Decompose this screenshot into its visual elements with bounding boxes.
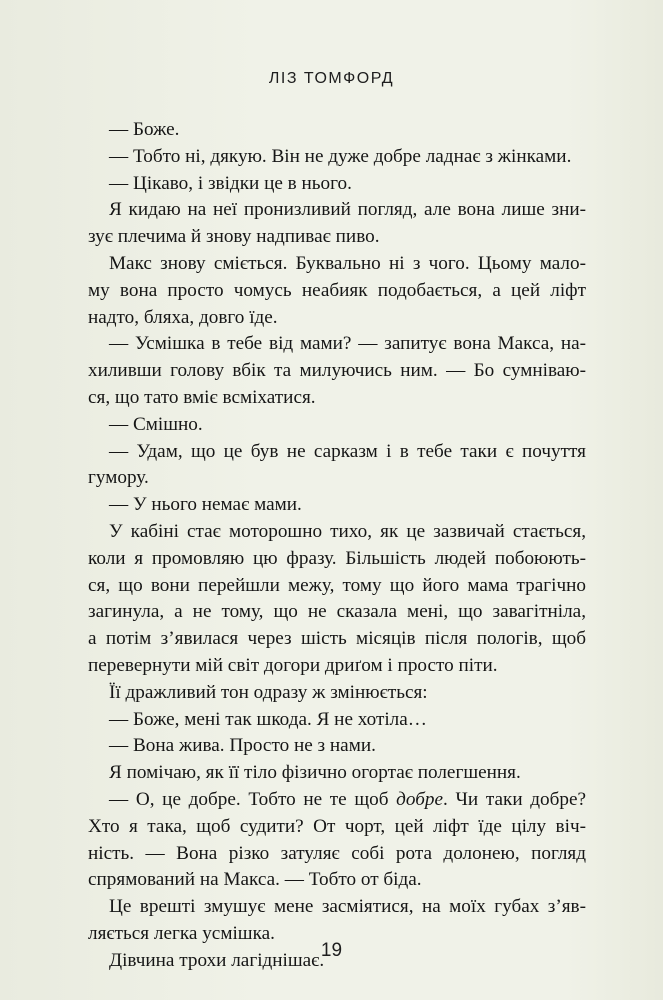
text-line: Хто я така, щоб судити? От чорт, цей ліфт їде цілу віч- — [88, 815, 586, 837]
text-line: Я помічаю, як її тіло фізично огортає полегшення. — [109, 762, 521, 784]
text-line: — Удам, що це був не сарказм і в тебе таки є почуття — [109, 440, 586, 462]
text-line: спрямований на Макса. — Тобто от біда. — [88, 869, 422, 891]
running-head: ЛІЗ ТОМФОРД — [268, 70, 395, 87]
text-line: Її дражливий тон одразу ж змінюється: — [109, 681, 428, 703]
text-line: зує плечима й знову надпиває пиво. — [88, 226, 380, 248]
text-line: хиливши голову вбік та милуючись ним. — Бо сумніваю- — [88, 360, 586, 382]
text-line: Макс знову сміється. Буквально ні з чого. Цьому мало- — [109, 252, 586, 274]
text-line: Я кидаю на неї пронизливий погляд, але вона лише зни- — [109, 199, 586, 221]
text-line: му вона просто чомусь неабияк подобається, а цей ліфт — [88, 279, 586, 301]
text-line: ся, що тато вміє всміхатися. — [88, 386, 316, 408]
text-line: — У нього немає мами. — [109, 494, 302, 516]
page-number: 19 — [320, 940, 343, 961]
text-line: надто, бляха, довго їде. — [88, 306, 278, 328]
text-line: Дівчина трохи лагіднішає. — [109, 949, 325, 971]
text-line: — Усмішка в тебе від мами? — запитує вона Макса, на- — [109, 333, 586, 355]
body-text — [88, 117, 586, 975]
text-line: У кабіні стає моторошно тихо, як це зазвичай стається, — [109, 520, 586, 542]
text-line: — Цікаво, і звідки це в нього. — [109, 172, 352, 194]
text-line: — О, це добре. Тобто не те щоб добре. Чи таки добре? — [109, 788, 586, 810]
text-line: — Вона жива. Просто не з нами. — [109, 735, 376, 757]
text-line: — Боже. — [109, 119, 180, 140]
text-line: ляється легка усмішка. — [88, 922, 275, 944]
text-line: — Боже, мені так шкода. Я не хотіла… — [109, 708, 427, 730]
text-line: ся, що вони перейшли межу, тому що його мама трагічно — [88, 574, 586, 596]
text-line: загинула, а не тому, що не сказала мені, що завагітніла, — [88, 601, 586, 623]
text-line: Це врешті змушує мене засміятися, на моїх губах з’яв- — [109, 896, 586, 918]
text-line: перевернути мій світ догори дриґом і просто піти. — [88, 654, 498, 676]
text-line: гумору. — [88, 467, 149, 489]
text-line: ність. — Вона різко затуляє собі рота долонею, погляд — [88, 842, 586, 864]
text-line: а потім з’явилася через шість місяців після пологів, щоб — [88, 628, 586, 650]
text-line: — Смішно. — [109, 413, 203, 435]
text-line: — Тобто ні, дякую. Він не дуже добре ладнає з жінками. — [109, 145, 572, 167]
text-line: коли я промовляю цю фразу. Більшість людей побоюють- — [88, 547, 586, 569]
